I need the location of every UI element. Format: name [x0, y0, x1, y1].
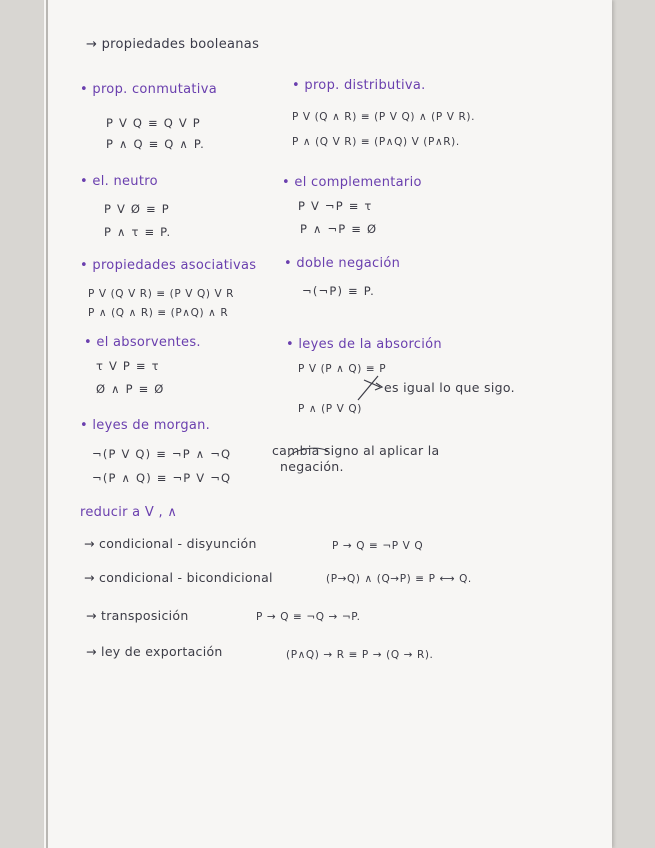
reducir-item-label: → condicional - bicondicional — [84, 570, 273, 585]
morgan-note: cambia signo al aplicar la — [272, 443, 440, 458]
heading-complementario: • el complementario — [282, 175, 422, 190]
formula-line: P V Ø ≡ P — [104, 202, 170, 216]
heading-reducir: reducir a V , ∧ — [80, 505, 178, 520]
formula-line: P V Q ≡ Q V P — [106, 116, 201, 130]
reducir-item-formula: (P→Q) ∧ (Q→P) ≡ P ⟷ Q. — [326, 573, 472, 585]
heading-conmutativa: • prop. conmutativa — [80, 82, 217, 97]
morgan-note: negación. — [280, 459, 344, 474]
page-title: → propiedades booleanas — [86, 37, 260, 52]
heading-distributiva: • prop. distributiva. — [292, 78, 426, 93]
heading-asociativas: • propiedades asociativas — [80, 258, 257, 273]
reducir-item-formula: (P∧Q) → R ≡ P → (Q → R). — [286, 649, 434, 661]
heading-doble-negacion: • doble negación — [284, 256, 401, 271]
formula-line: ¬(¬P) ≡ P. — [302, 284, 375, 298]
formula-line: Ø ∧ P ≡ Ø — [96, 382, 165, 396]
formula-line: ¬(P ∧ Q) ≡ ¬P V ¬Q — [92, 471, 232, 485]
reducir-item-label: → ley de exportación — [86, 644, 223, 659]
heading-neutro: • el. neutro — [80, 174, 158, 189]
absorcion-note: es igual lo que sigo. — [384, 380, 515, 395]
formula-line: P V (Q V R) ≡ (P V Q) V R — [88, 288, 235, 300]
formula-line: P ∧ (Q ∧ R) ≡ (P∧Q) ∧ R — [88, 307, 229, 319]
formula-line: P ∧ τ ≡ P. — [104, 225, 172, 239]
formula-line: P V (Q ∧ R) ≡ (P V Q) ∧ (P V R). — [292, 111, 476, 123]
reducir-item-label: → condicional - disyunción — [84, 536, 257, 551]
reducir-item-label: → transposición — [86, 608, 189, 623]
formula-line: P ∧ (P V Q) — [298, 403, 362, 415]
heading-absorcion: • leyes de la absorción — [286, 337, 442, 352]
formula-line: P V ¬P ≡ τ — [298, 199, 373, 213]
heading-absorventes: • el absorventes. — [84, 335, 201, 350]
reducir-item-formula: P → Q ≡ ¬P V Q — [332, 540, 424, 552]
formula-line: P V (P ∧ Q) ≡ P — [298, 363, 387, 375]
formula-line: ¬(P V Q) ≡ ¬P ∧ ¬Q — [92, 447, 232, 461]
reducir-item-formula: P → Q ≡ ¬Q → ¬P. — [256, 611, 361, 623]
formula-line: P ∧ ¬P ≡ Ø — [300, 222, 378, 236]
formula-line: τ V P ≡ τ — [96, 359, 160, 373]
formula-line: P ∧ (Q V R) ≡ (P∧Q) V (P∧R). — [292, 136, 460, 148]
formula-line: P ∧ Q ≡ Q ∧ P. — [106, 137, 206, 151]
heading-morgan: • leyes de morgan. — [80, 418, 211, 433]
